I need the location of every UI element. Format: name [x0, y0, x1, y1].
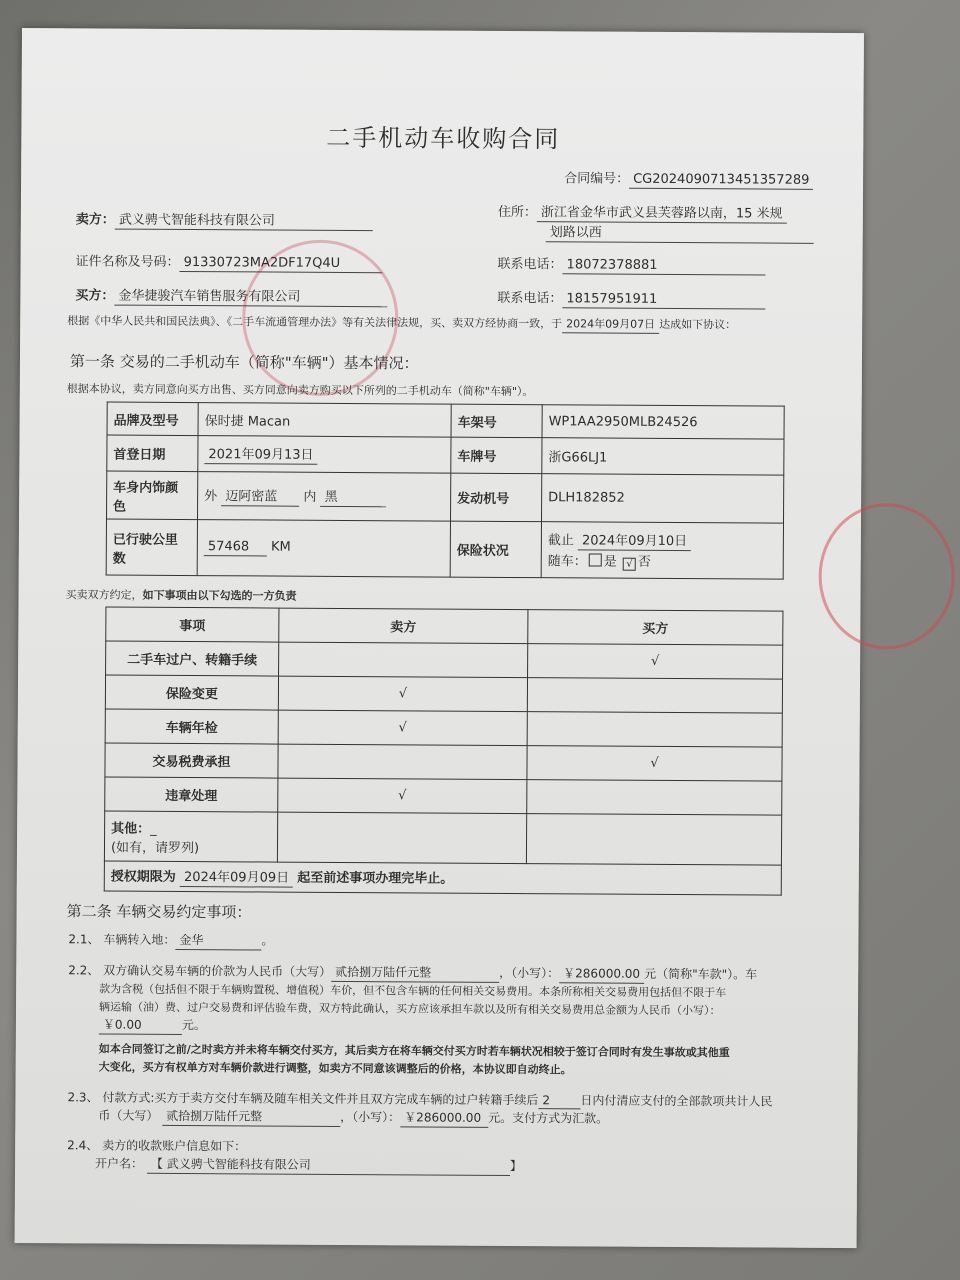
- article2-heading: 第二条 车辆交易约定事项：: [66, 902, 252, 922]
- table-row: 违章处理 √: [105, 777, 782, 815]
- notice-line2: 大变化，买方有权单方对车辆价款进行调整，如卖方不同意该调整后的价格，本协议即自动终止。: [98, 1060, 572, 1077]
- clause-2-2-fee: ￥0.00 元。: [99, 1015, 206, 1035]
- plate-label: 车牌号: [451, 437, 542, 474]
- table-row: 二手车过户、转籍手续 √: [106, 641, 783, 679]
- insurance-label: 保险状况: [450, 521, 541, 578]
- contract-sheet: [15, 28, 864, 1248]
- buyer-row: 买方： 金华捷骏汽车销售服务有限公司: [75, 284, 387, 307]
- brand-label: 品牌及型号: [107, 402, 198, 436]
- insurance-cell: 截止 2024年09月10日 随车： 是 √ 否: [541, 522, 783, 579]
- company-seal-stamp-edge: [818, 503, 955, 650]
- clause-2-2-line1: 2.2、 双方确认交易车辆的价款为人民币（大写） 贰拾捌万陆仟元整 ，（小写）： ￥286000.00 元（简称"车款"）。车: [68, 961, 757, 984]
- other-cell: 其他：_ (如有，请罗列): [104, 811, 277, 862]
- duties-intro: 买卖双方约定，如下事项由以下勾选的一方负责: [65, 588, 297, 603]
- preamble: 根据《中华人民共和国民法典》、《二手车流通管理办法》等有关法律法规，买、卖双方经协商一致，于 2024年09月07日 达成如下协议：: [67, 312, 736, 334]
- clause-2-3-line2: 币（大写） 贰拾捌万陆仟元整 ，（小写）： ￥286000.00 元。支付方式为汇款。: [98, 1106, 608, 1128]
- article1-intro: 根据本协议，卖方同意向买方出售、买方同意向卖方购买以下所列的二手机动车（简称"车辆"）。: [66, 382, 534, 399]
- reg-date-cell: [198, 436, 451, 474]
- seller-phone-row: 联系电话： 18072378881: [498, 253, 766, 276]
- reg-date-label: 首登日期: [107, 435, 198, 472]
- no-checkbox: √: [623, 558, 636, 571]
- mileage-label: 已行驶公里 数: [106, 519, 197, 576]
- document-title: 二手机动车收购合同: [326, 123, 561, 154]
- duties-header-seller: 卖方: [279, 608, 528, 644]
- seller-address: 住所： 浙江省金华市武义县芙蓉路以南，15 米规: [498, 201, 787, 224]
- table-row: 保险变更 √: [105, 675, 782, 713]
- vin-value: WP1AA2950MLB24526: [542, 405, 784, 439]
- table-row: 车辆年检 √: [105, 709, 782, 747]
- notice-line1: 如本合同签订之前/之时卖方并未将车辆交付买方，其后卖方在将车辆交付买方时若车辆状况相较于签订合同时有发生事故或其他重: [98, 1042, 730, 1060]
- contract-number: 合同编号： CG20240907134513572​89: [564, 167, 813, 190]
- color-cell: 外 迈阿密蓝 内 黑: [198, 472, 451, 522]
- duties-table: [104, 607, 784, 896]
- vin-label: 车架号: [451, 404, 542, 438]
- duties-header-item: 事项: [106, 607, 279, 642]
- insurance-until: 2024年09月10日: [578, 529, 691, 551]
- brand-value: 保时捷 Macan: [198, 403, 451, 438]
- clause-2-1: 2.1、 车辆转入地： 金华 。: [68, 930, 273, 950]
- clause-2-4: 2.4、 卖方的收款账户信息如下：: [67, 1138, 247, 1154]
- clause-2-3-line1: 2.3、 付款方式:买方于卖方交付车辆及随车相关文件并且双方完成车辆的过户转籍手续后 2 日内付清应支付的全部款项共计人民: [67, 1090, 773, 1109]
- reg-date-value: 2021年09月13日: [204, 443, 317, 465]
- buyer-phone-row: 联系电话： 18157951911: [497, 287, 765, 310]
- id-document-row: 证件名称及号码： 91330723MA2DF17Q4U: [76, 250, 383, 273]
- clause-2-2-line2: 款为含税（包括但不限于车辆购置税、增值税）车价，但不包含车辆的任何相关交易费用。本条所称相关交易费用包括但不限于车: [99, 982, 727, 1000]
- mileage-cell: [197, 520, 450, 578]
- plate-value: 浙G66LJ1: [542, 438, 784, 475]
- seller-address-line2: 划路以西: [546, 221, 814, 244]
- mileage-unit: KM: [270, 539, 291, 555]
- vehicle-info-table: [106, 402, 785, 580]
- duties-header-buyer: 买方: [528, 610, 783, 646]
- account-name-row: 开户名： 【 武义骋弋智能科技有限公司 】: [95, 1154, 522, 1176]
- yes-checkbox: [589, 553, 602, 566]
- mileage-value: 57468: [204, 539, 267, 556]
- color-label: 车身内饰颜 色: [107, 471, 198, 520]
- engine-label: 发动机号: [450, 473, 541, 522]
- authorization-deadline: 授权期限为 2024年09月09日 起至前述事项办理完毕止。: [104, 861, 781, 895]
- article1-heading: 第一条 交易的二手机动车（简称"车辆"）基本情况：: [69, 352, 419, 373]
- seller-row: 卖方： 武义骋弋智能科技有限公司: [76, 208, 373, 231]
- clause-2-2-line3: 辆运输（油）费、过户交易费和评估验车费，双方特此确认，买方应该承担车款以及所有相关交易费用总金额为人民币（小写）：: [98, 1000, 721, 1018]
- exterior-color: 迈阿密蓝: [221, 485, 299, 506]
- table-row: 交易税费承担 √: [105, 743, 782, 781]
- engine-value: DLH182852: [541, 474, 783, 523]
- interior-color: 黑: [321, 486, 387, 507]
